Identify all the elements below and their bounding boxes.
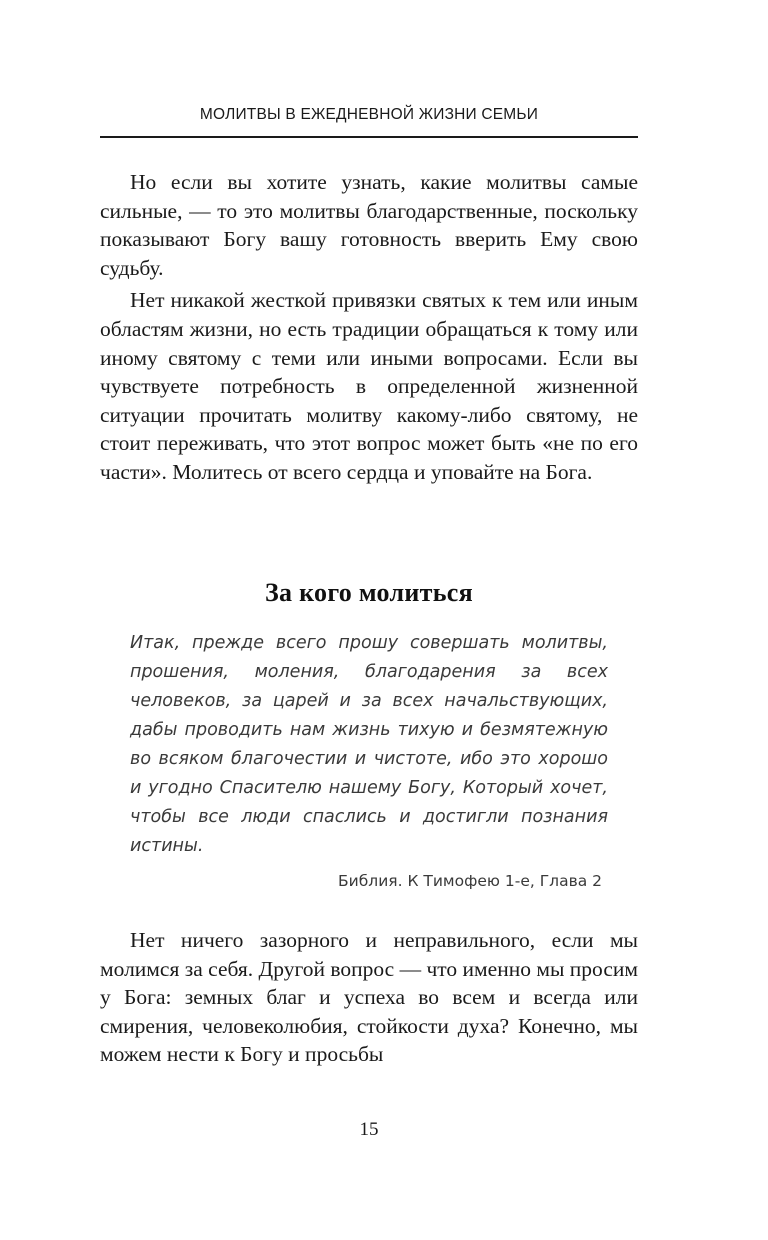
page-number: 15 [359,1119,379,1140]
body-text-top [100,168,638,487]
paragraph: Нет никакой жесткой привязки святых к тем или иным областям жизни, но есть традиции обращаться к тому или иному святому с теми или иными вопросами. Если вы чувствуете потребность в определенной жизненной ситуации прочитать молитву какому-либо святому, не стоит переживать, что этот вопрос может быть «не по его части». Молитесь от всего сердца и уповайте на Бога. [100,288,638,484]
paragraph: Но если вы хотите узнать, какие молитвы самые сильные, — то это молитвы благодарственные, поскольку показывают Богу вашу готовность вверить Ему свою судьбу. [100,170,638,280]
epigraph-source: Библия. К Тимофею 1-е, Глава 2 [338,872,602,890]
epigraph-quote: Итак, прежде всего прошу совершать молитвы, прошения, моления, благодарения за всех человеков, за царей и за всех начальствующих, дабы проводить нам жизнь тихую и безмятежную во всяком благочестии и чистоте, ибо это хорошо и угодно Спасителю нашему Богу, Который хочет, чтобы все люди спаслись и достигли познания истины. [130,633,608,856]
paragraph: Нет ничего зазорного и неправильного, если мы молимся за себя. Другой вопрос — что именно мы просим у Бога: земных благ и успеха во всем и всегда или смирения, человеколюбия, стойкости духа? Конечно, мы можем нести к Богу и просьбы [100,928,638,1067]
running-head: МОЛИТВЫ В ЕЖЕДНЕВНОЙ ЖИЗНИ СЕМЬИ [199,106,539,123]
section-heading: За кого молиться [264,578,474,607]
header-rule [100,136,638,138]
body-text-bottom [100,926,638,1069]
